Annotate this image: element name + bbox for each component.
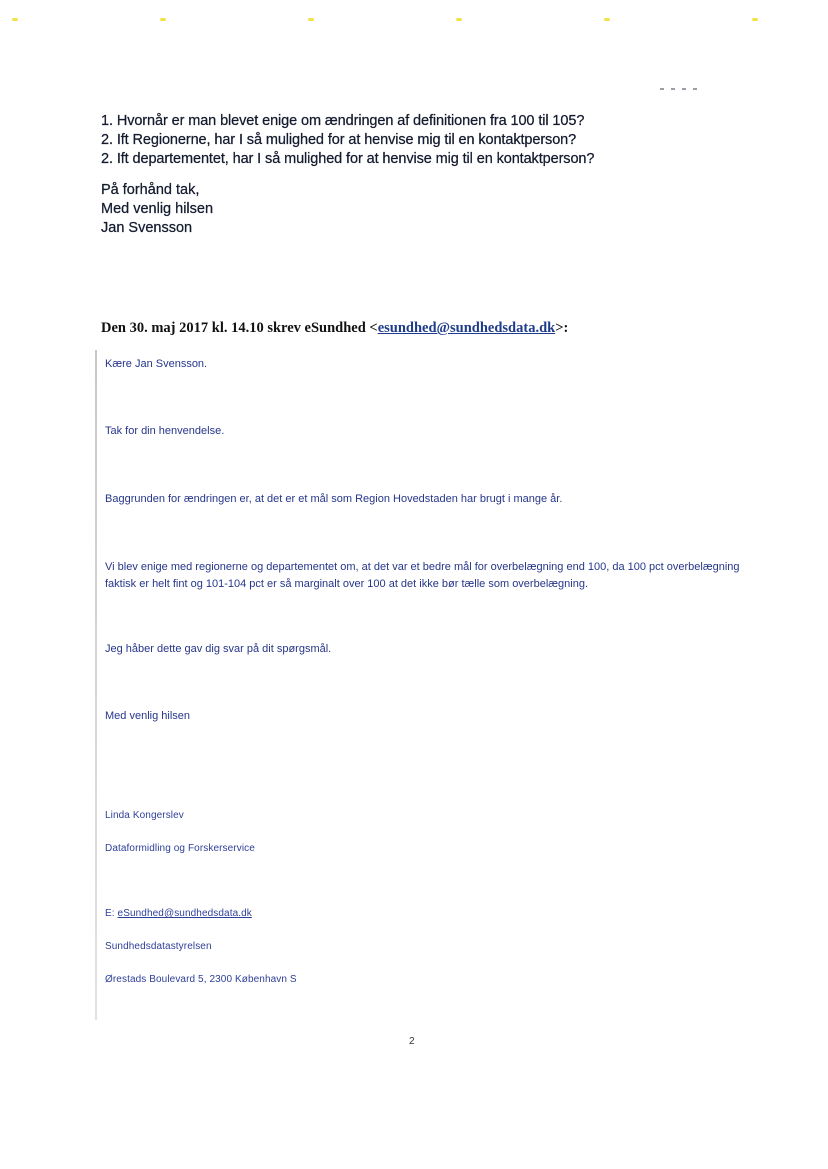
quote-bar [95, 350, 97, 1020]
reply-agreement: Vi blev enige med regionerne og departementet om, at det var et bedre mål for overbelægning end 100, da 100 pct overbelægning faktisk er helt fint og 101-104 pct er så marginalt over 100 at det ikke bør tælle som overbelægning. [105, 561, 740, 590]
signature-address: Ørestads Boulevard 5, 2300 København S [105, 974, 297, 985]
reply-thanks: Tak for din henvendelse. [105, 425, 225, 437]
reply-closing: Med venlig hilsen [105, 710, 190, 722]
scan-artifact [12, 18, 18, 21]
signoff-thanks: På forhånd tak, [101, 182, 200, 198]
question-list [101, 112, 741, 169]
scan-artifact [660, 88, 704, 90]
reply-header-suffix: >: [555, 320, 569, 336]
page-number: 2 [409, 1036, 415, 1047]
scan-artifact [160, 18, 166, 21]
sender-signoff [101, 181, 213, 238]
reply-hope: Jeg håber dette gav dig svar på dit spørgsmål. [105, 643, 332, 655]
question-1: 1. Hvornår er man blevet enige om ændringen af definitionen fra 100 til 105? [101, 113, 585, 129]
scan-artifact [308, 18, 314, 21]
signature-org: Sundhedsdatastyrelsen [105, 941, 212, 952]
signoff-name: Jan Svensson [101, 220, 193, 236]
question-3: 2. Ift departementet, har I så mulighed for at henvise mig til en kontaktperson? [101, 151, 595, 167]
reply-background: Baggrunden for ændringen er, at det er et mål som Region Hovedstaden har brugt i mange år. [105, 493, 563, 505]
reply-header-prefix: Den 30. maj 2017 kl. 14.10 skrev eSundhed < [101, 320, 378, 336]
signature-email-row [105, 908, 252, 919]
scan-artifact [604, 18, 610, 21]
reply-header-email-link[interactable]: esundhed@sundhedsdata.dk [377, 320, 556, 336]
signature-name: Linda Kongerslev [105, 810, 184, 821]
signoff-greeting: Med venlig hilsen [101, 201, 214, 217]
signature-email-link[interactable]: eSundhed@sundhedsdata.dk [117, 908, 252, 919]
scan-artifact [456, 18, 462, 21]
signature-department: Dataformidling og Forskerservice [105, 843, 255, 854]
scan-artifact [752, 18, 758, 21]
signature-email-label: E: [105, 908, 115, 919]
reply-header [101, 320, 568, 337]
reply-salutation: Kære Jan Svensson. [105, 358, 208, 370]
question-2: 2. Ift Regionerne, har I så mulighed for at henvise mig til en kontaktperson? [101, 132, 577, 148]
